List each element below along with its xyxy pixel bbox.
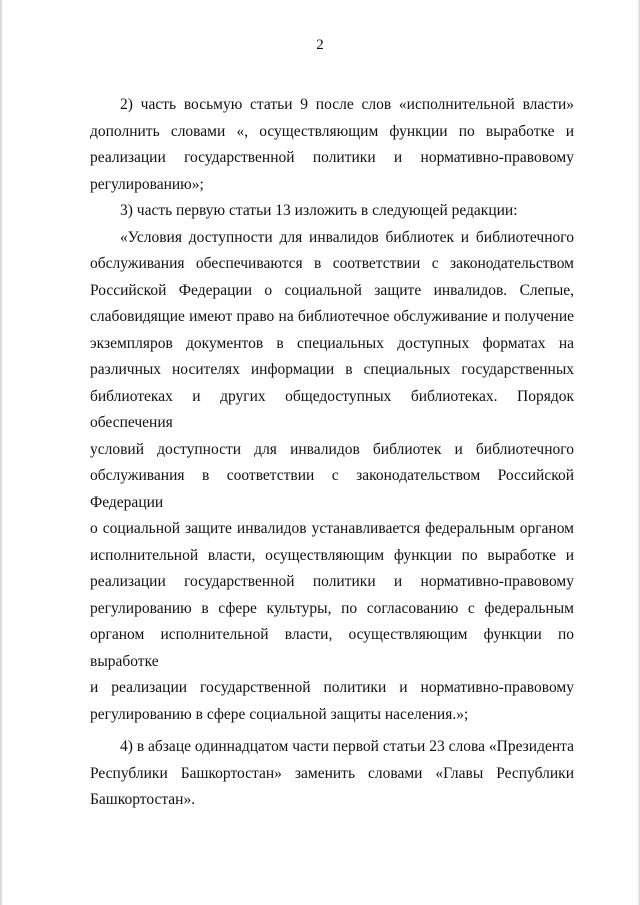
text-line: регулированию»; — [90, 175, 204, 193]
paragraph-item-2 — [90, 92, 574, 198]
text-line: органом исполнительной власти, осуществляющим функции по выработке — [90, 626, 574, 670]
page-number: 2 — [316, 37, 324, 53]
text-line: дополнить словами «, осуществляющим функции по выработке и — [90, 122, 574, 140]
text-line: «Условия доступности для инвалидов библиотек и библиотечного — [120, 228, 574, 246]
text-line: 2) часть восьмую статьи 9 после слов «исполнительной власти» — [120, 96, 574, 113]
text-line: реализации государственной политики и нормативно-правовому — [90, 573, 574, 590]
text-line: Российской Федерации о социальной защите инвалидов. Слепые, — [90, 281, 574, 299]
text-line: различных носителях информации в специальных государственных — [90, 361, 574, 378]
text-line: Республики Башкортостан» заменить словами «Главы Республики — [90, 764, 574, 782]
text-line: библиотеках и других общедоступных библиотеках. Порядок обеспечения — [90, 387, 574, 431]
text-line: о социальной защите инвалидов устанавливается федеральным органом — [90, 520, 574, 537]
text-line: обслуживания в соответствии с законодательством Российской Федерации — [90, 467, 574, 511]
text-line: реализации государственной политики и нормативно-правовому — [90, 149, 574, 166]
paragraph-item-3 — [90, 198, 574, 225]
text-line: слабовидящие имеют право на библиотечное обслуживание и получение — [90, 308, 574, 325]
text-line: регулированию в сфере культуры, по согласованию с федеральным — [90, 599, 574, 617]
text-line: условий доступности для инвалидов библиотек и библиотечного — [90, 440, 574, 458]
document-body — [90, 92, 574, 814]
scan-edge-left — [0, 0, 3, 905]
text-line: исполнительной власти, осуществляющим функции по выработке и — [90, 546, 574, 564]
text-line: регулированию в сфере социальной защиты населения.»; — [90, 705, 469, 723]
text-line: экземпляров документов в специальных доступных форматах на — [90, 334, 574, 352]
text-line: 4) в абзаце одиннадцатом части первой статьи 23 слова «Президента — [120, 738, 574, 755]
text-line: 3) часть первую статьи 13 изложить в следующей редакции: — [120, 202, 518, 219]
text-line: Башкортостан». — [90, 791, 196, 808]
paragraph-quoted-article-13 — [90, 225, 574, 729]
text-line: и реализации государственной политики и нормативно-правовому — [90, 679, 574, 696]
text-line: обслуживания обеспечиваются в соответствии с законодательством — [90, 255, 574, 272]
paragraph-item-4 — [90, 734, 574, 814]
